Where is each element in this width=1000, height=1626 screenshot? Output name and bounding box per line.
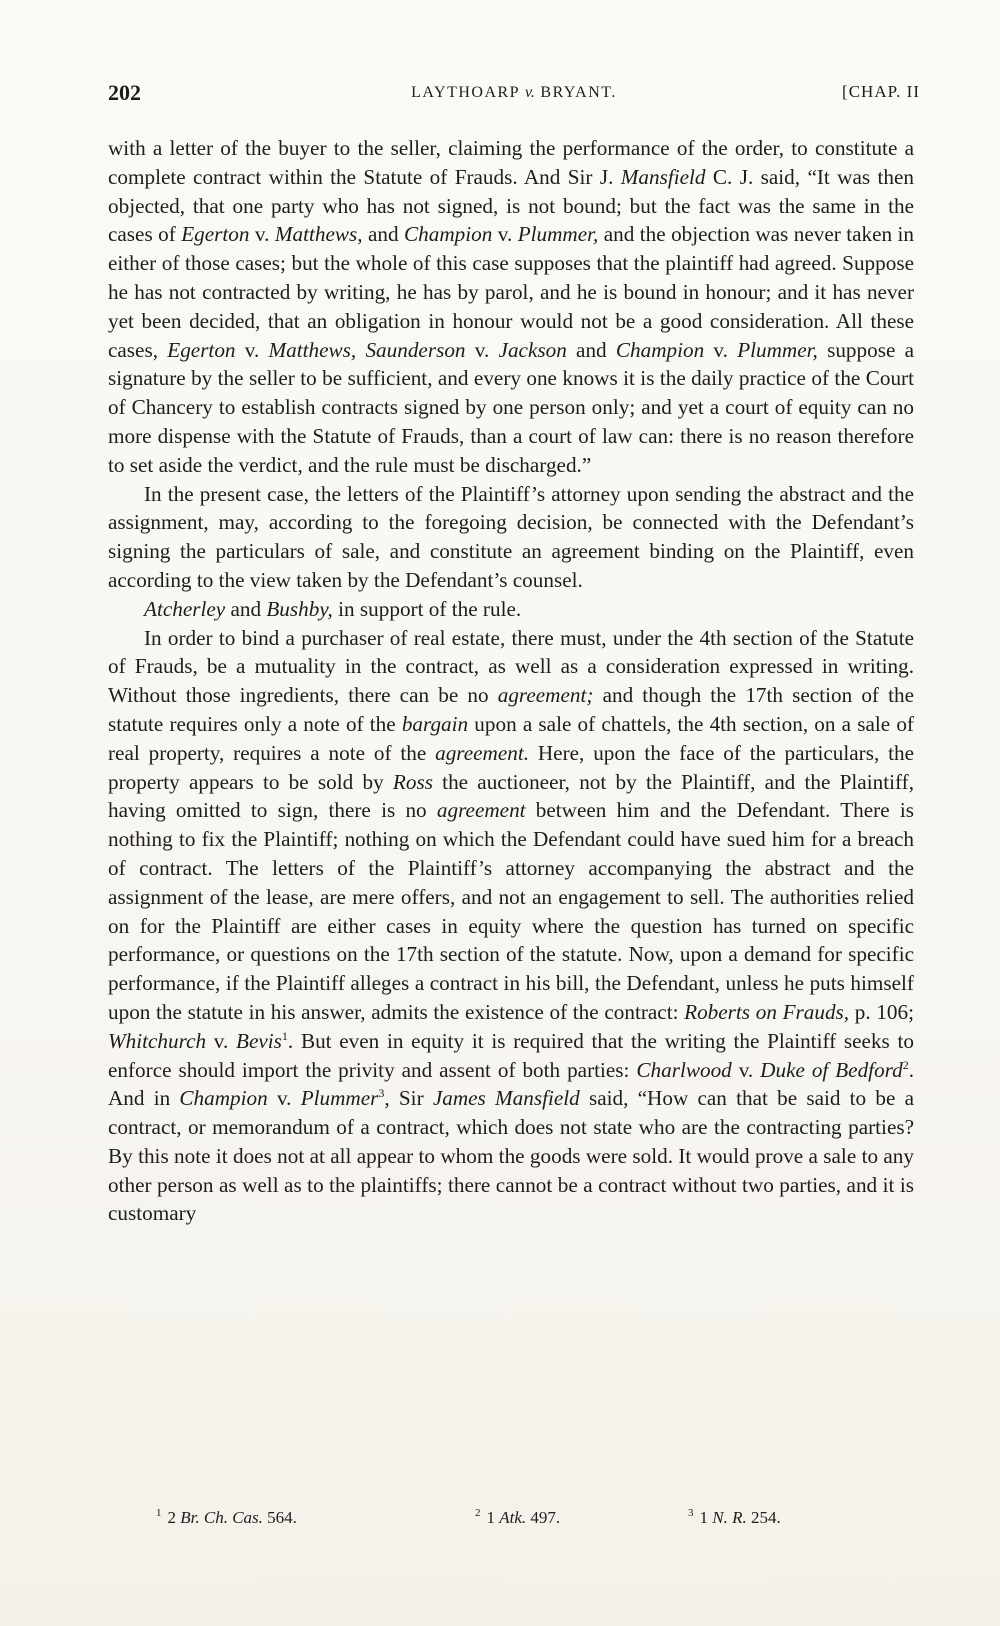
footnote-3 <box>688 1508 781 1528</box>
italic-name: Charlwood <box>636 1057 732 1082</box>
text-run: and the objection was never taken in either of those cases; but the whole of this case supposes that the plaintiff had agreed. Suppose he has not contracted by writing, he has by parol, and he is bound in honour; and it has never yet been decided, that an obligation in honour would not be a good consideration. All these cases, <box>108 222 914 362</box>
text-run: in support of the rule. <box>332 596 522 621</box>
text-run: . But even in equity it is required that the writing the Plaintiff seeks to enforce should import the privity and assent of both parties: <box>108 1028 914 1082</box>
text-run: between him and the Defendant. There is nothing to fix the Plaintiff; nothing on which the Defendant could have sued him for a breach of contract. The letters of the Plaintiff’s attorney accompanying the abstract and the assignment of the lease, are mere offers, and not an engagement to sell. The authorities relied on for the Plaintiff are either cases in equity where the question has turned on specific performance, or questions on the 17th section of the statute. Now, upon a demand for specific performance, if the Plaintiff alleges a contract in his bill, the Defendant, unless he puts himself upon the statute in his answer, admits the existence of the contract: <box>108 798 914 1024</box>
italic-name: Plummer, <box>737 337 818 362</box>
text-run: and <box>225 596 267 621</box>
text-run: v. <box>492 222 518 247</box>
text-run: said, “How can that be said to be a contract, or memorandum of a contract, which does not state who are the contracting parties? By this note it does not at all appear to whom the goods were sold. It would prove a sale to any other person as well as to the plaintiffs; there cannot be a contract without two parties, and it is customary <box>108 1086 915 1226</box>
italic-name: Egerton <box>167 337 236 362</box>
italic-name: Jackson <box>498 337 567 362</box>
footnote-ref[interactable]: 3 <box>378 1086 385 1101</box>
italic-name: Egerton <box>181 222 250 247</box>
footnote-reporter: Atk. <box>499 1508 527 1527</box>
footnote-page: 254. <box>746 1508 781 1527</box>
italic-name: Whitchurch <box>108 1028 207 1053</box>
italic-name: Atcherley <box>144 596 226 621</box>
text-run: and though the 17th section of the statute requires only a note of the <box>108 683 914 736</box>
italic-name: Bushby, <box>266 596 333 621</box>
italic-name: Champion <box>404 222 493 247</box>
text-run: v. <box>249 222 275 247</box>
text-run: and <box>362 222 405 247</box>
page-header <box>108 80 920 112</box>
running-title <box>108 84 920 102</box>
footnote-mark: 3 <box>688 1507 694 1520</box>
italic-name: Matthews, Saunderson <box>268 337 466 362</box>
text-run: . And in <box>108 1057 915 1111</box>
italic-term: agreement. <box>435 740 530 765</box>
text-run: v. <box>465 337 499 362</box>
text-run: v. <box>731 1057 761 1082</box>
text-run: C. J. said, “It was then objected, that one party who has not signed, is not bound; but the fact was the same in the cases of <box>108 164 914 247</box>
italic-term: agreement; <box>497 683 594 708</box>
footnote-volume: 1 <box>699 1508 713 1527</box>
italic-name: Champion <box>179 1086 268 1111</box>
italic-name: Plummer <box>300 1086 379 1111</box>
italic-citation: Roberts on Frauds, <box>684 999 850 1024</box>
text-run: v. <box>235 337 269 362</box>
text-run: with a letter of the buyer to the seller, claiming the performance of the order, to constitute a complete contract within the Statute of Frauds. And Sir J. <box>108 136 914 189</box>
page-number: 202 <box>108 80 141 105</box>
text-run: In order to bind a purchaser of real estate, there must, under the 4th section of the Statute of Frauds, be a mutuality in the contract, as well as a consideration expressed in writing. Without those ingredients, there can be no <box>108 625 914 708</box>
text-run: v. <box>206 1028 237 1053</box>
italic-name: Champion <box>615 337 705 362</box>
text-run: v. <box>267 1086 301 1111</box>
footnote-reporter: Br. Ch. Cas. <box>180 1508 263 1527</box>
italic-name: Matthews, <box>274 222 363 247</box>
running-title-defendant: BRYANT. <box>540 84 617 101</box>
footnote-volume: 1 <box>486 1508 500 1527</box>
paragraph-3 <box>108 595 914 624</box>
footnote-volume: 2 <box>167 1508 181 1527</box>
footnote-page: 497. <box>526 1508 561 1527</box>
text-run: Here, upon the face of the particulars, the property appears to be sold by <box>108 740 914 794</box>
paragraph-4 <box>108 624 914 1229</box>
text-run: and <box>566 337 616 362</box>
footnotes <box>108 1508 914 1532</box>
paragraph-2: In the present case, the letters of the Plaintiff’s attorney upon sending the abstract and the assignment, may, according to the foregoing decision, be connected with the Defendant’s signing the particulars of sale, and constitute an agreement binding on the Plaintiff, even according to the view taken by the Defendant’s counsel. <box>108 481 914 592</box>
footnote-2 <box>475 1508 560 1528</box>
footnote-ref[interactable]: 1 <box>281 1028 288 1043</box>
chapter-label: [CHAP. II <box>842 82 920 101</box>
footnote-mark: 2 <box>475 1507 481 1520</box>
italic-name: Duke of Bedford <box>760 1057 903 1082</box>
text-run: upon a sale of chattels, the 4th section, on a sale of real property, requires a note of the <box>108 711 914 765</box>
running-title-plaintiff: LAYTHOARP <box>411 84 520 101</box>
italic-term: bargain <box>401 711 469 736</box>
text-run: the auctioneer, not by the Plaintiff, and the Plaintiff, having omitted to sign, there is no <box>108 769 914 823</box>
main-text <box>108 134 914 1228</box>
italic-name: Bevis <box>236 1028 282 1053</box>
italic-term: agreement <box>436 798 526 823</box>
italic-name: Ross <box>392 769 433 794</box>
footnote-ref[interactable]: 2 <box>902 1057 909 1072</box>
text-run: v. <box>704 337 738 362</box>
footnote-reporter: N. R. <box>712 1508 747 1527</box>
text-run: , Sir <box>384 1086 433 1111</box>
footnote-mark: 1 <box>156 1507 162 1520</box>
text-run: suppose a signature by the seller to be sufficient, and every one knows it is the daily practice of the Court of Chancery to establish contracts signed by one person only; and yet a court of equity can no more dispense with the Statute of Frauds, than a court of law can: there is no reason therefore to set aside the verdict, and the rule must be discharged.” <box>108 337 914 477</box>
paragraph-1 <box>108 134 914 480</box>
footnote-1 <box>156 1508 297 1528</box>
italic-name: Mansfield <box>620 164 706 189</box>
italic-name: Plummer, <box>517 222 599 247</box>
italic-name: James Mansfield <box>432 1086 580 1111</box>
footnote-page: 564. <box>262 1508 297 1527</box>
text-run: p. 106; <box>849 999 914 1024</box>
running-title-versus: v. <box>524 84 535 101</box>
